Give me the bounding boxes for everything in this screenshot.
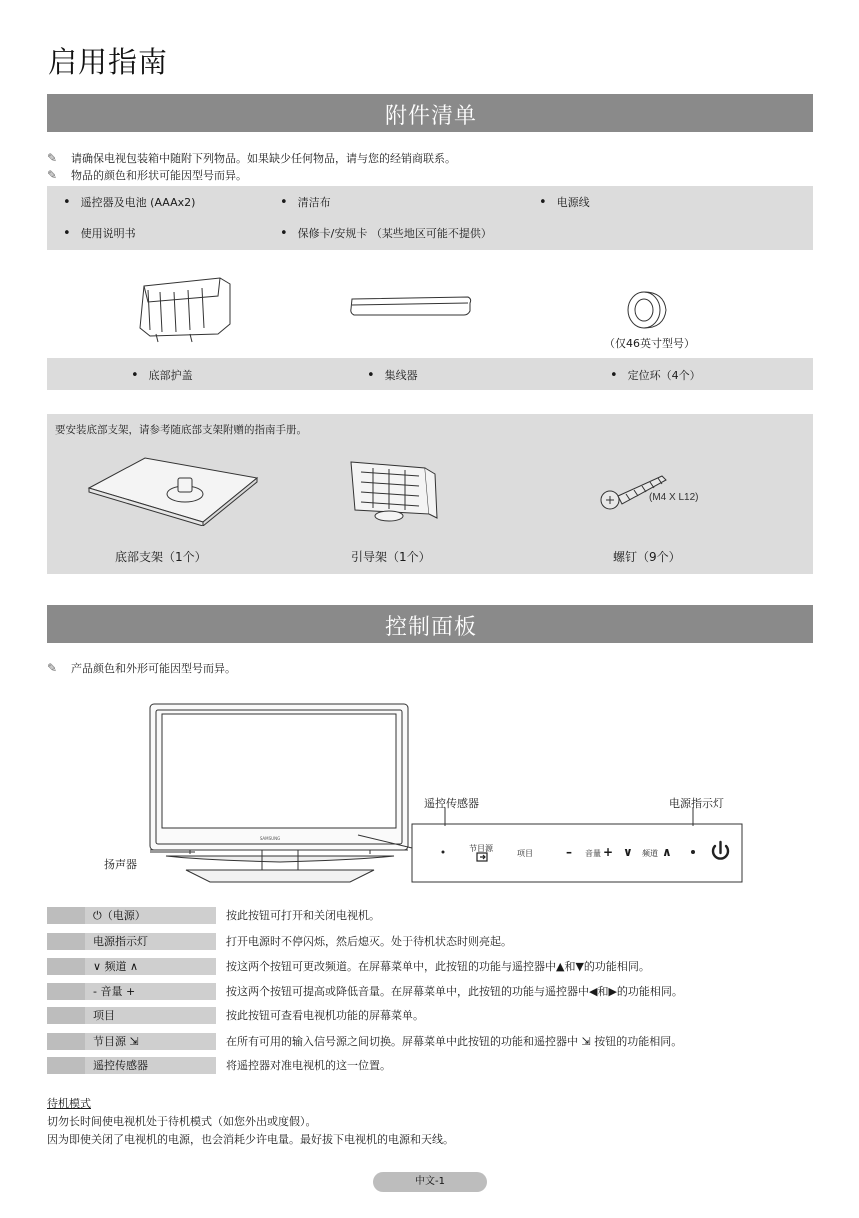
control-desc: 按这两个按钮可更改频道。在屏幕菜单中，此按钮的功能与遥控器中▲和▼的功能相同。 [226, 960, 650, 973]
holder-ring-illustration [624, 288, 672, 332]
table-row [47, 1007, 813, 1024]
control-label: - 音量 + [47, 983, 216, 1000]
table-row [47, 983, 813, 1000]
section-header-control-panel [47, 605, 813, 643]
source-button[interactable]: 节目源 [469, 844, 493, 853]
stand-illustration [85, 452, 261, 526]
section-header-accessories [47, 94, 813, 132]
volume-label: 音量 [585, 849, 601, 858]
table-row [47, 958, 813, 975]
table-row [47, 1033, 813, 1050]
parts-list [47, 358, 813, 390]
control-desc: 按此按钮可打开和关闭电视机。 [226, 909, 380, 922]
pencil-icon: ✎ [47, 151, 58, 165]
guide-stand-illustration [345, 458, 441, 524]
control-label: 电源指示灯 [47, 933, 216, 950]
volume-up-button[interactable]: + [603, 845, 614, 859]
note-control-panel: ✎ 产品颜色和外形可能因型号而异。 [47, 661, 236, 675]
list-item: • 定位环（4个） [610, 367, 701, 383]
list-item: • 遥控器及电池 (AAAx2) [63, 194, 195, 210]
speaker-label: 扬声器 [104, 858, 137, 871]
screw-label: 螺钉（9个） [613, 550, 681, 564]
control-label: 遥控传感器 [47, 1057, 216, 1074]
table-row [47, 933, 813, 950]
note-contents: ✎ 请确保电视包装箱中随附下列物品。如果缺少任何物品，请与您的经销商联系。 [47, 151, 456, 165]
menu-button[interactable]: 项目 [517, 849, 533, 858]
standby-line-2: 因为即使关闭了电视机的电源，也会消耗少许电量。最好拔下电视机的电源和天线。 [47, 1133, 454, 1146]
control-desc: 在所有可用的输入信号源之间切换。屏幕菜单中此按钮的功能和遥控器中 ⇲ 按钮的功能相同。 [226, 1035, 683, 1048]
guide-stand-label: 引导架（1个） [351, 550, 431, 564]
standby-line-1: 切勿长时间使电视机处于待机模式（如您外出或度假）。 [47, 1115, 317, 1128]
channel-label: 频道 [642, 849, 658, 858]
volume-down-button[interactable]: – [566, 845, 572, 859]
list-item: • 底部护盖 [131, 367, 193, 383]
power-indicator-label: 电源指示灯 [669, 797, 724, 810]
control-label: ⏻（电源） [47, 907, 216, 924]
pencil-icon: ✎ [47, 168, 58, 182]
page-number: 中文-1 [373, 1172, 487, 1192]
control-label: 项目 [47, 1007, 216, 1024]
accessory-list [47, 186, 813, 250]
control-desc: 按这两个按钮可提高或降低音量。在屏幕菜单中，此按钮的功能与遥控器中◀和▶的功能相同。 [226, 985, 683, 998]
control-label: 节目源 ⇲ [47, 1033, 216, 1050]
channel-up-button[interactable]: ∧ [662, 845, 672, 859]
list-item: • 集线器 [367, 367, 418, 383]
base-cover-illustration [130, 272, 240, 344]
ring-model-note: （仅46英寸型号） [604, 337, 695, 350]
stand-instruction: 要安装底部支架，请参考随底部支架附赠的指南手册。 [55, 424, 307, 436]
list-item: • 保修卡/安规卡 （某些地区可能不提供） [280, 225, 492, 241]
note-color-shape: ✎ 物品的颜色和形状可能因型号而异。 [47, 168, 247, 182]
stand-box [47, 414, 813, 574]
cable-holder-illustration [348, 295, 474, 319]
standby-title: 待机模式 [47, 1097, 91, 1110]
stand-label: 底部支架（1个） [115, 550, 207, 564]
table-row [47, 907, 813, 924]
control-desc: 将遥控器对准电视机的这一位置。 [226, 1059, 391, 1072]
list-item: • 清洁布 [280, 194, 331, 210]
remote-sensor-label: 遥控传感器 [424, 797, 479, 810]
section-title: 控制面板 [384, 615, 477, 640]
list-item: • 电源线 [539, 194, 590, 210]
control-desc: 打开电源时不停闪烁，然后熄灭。处于待机状态时则亮起。 [226, 935, 512, 948]
section-title: 附件清单 [384, 104, 477, 129]
brand-logo: SAMSUNG [259, 836, 281, 841]
pencil-icon: ✎ [47, 661, 58, 675]
screw-spec: (M4 X L12) [649, 492, 699, 503]
list-item: • 使用说明书 [63, 225, 136, 241]
control-desc: 按此按钮可查看电视机功能的屏幕菜单。 [226, 1009, 424, 1022]
control-label: ∨ 频道 ∧ [47, 958, 216, 975]
table-row [47, 1057, 813, 1074]
page-title: 启用指南 [48, 45, 169, 79]
channel-down-button[interactable]: ∨ [623, 845, 633, 859]
